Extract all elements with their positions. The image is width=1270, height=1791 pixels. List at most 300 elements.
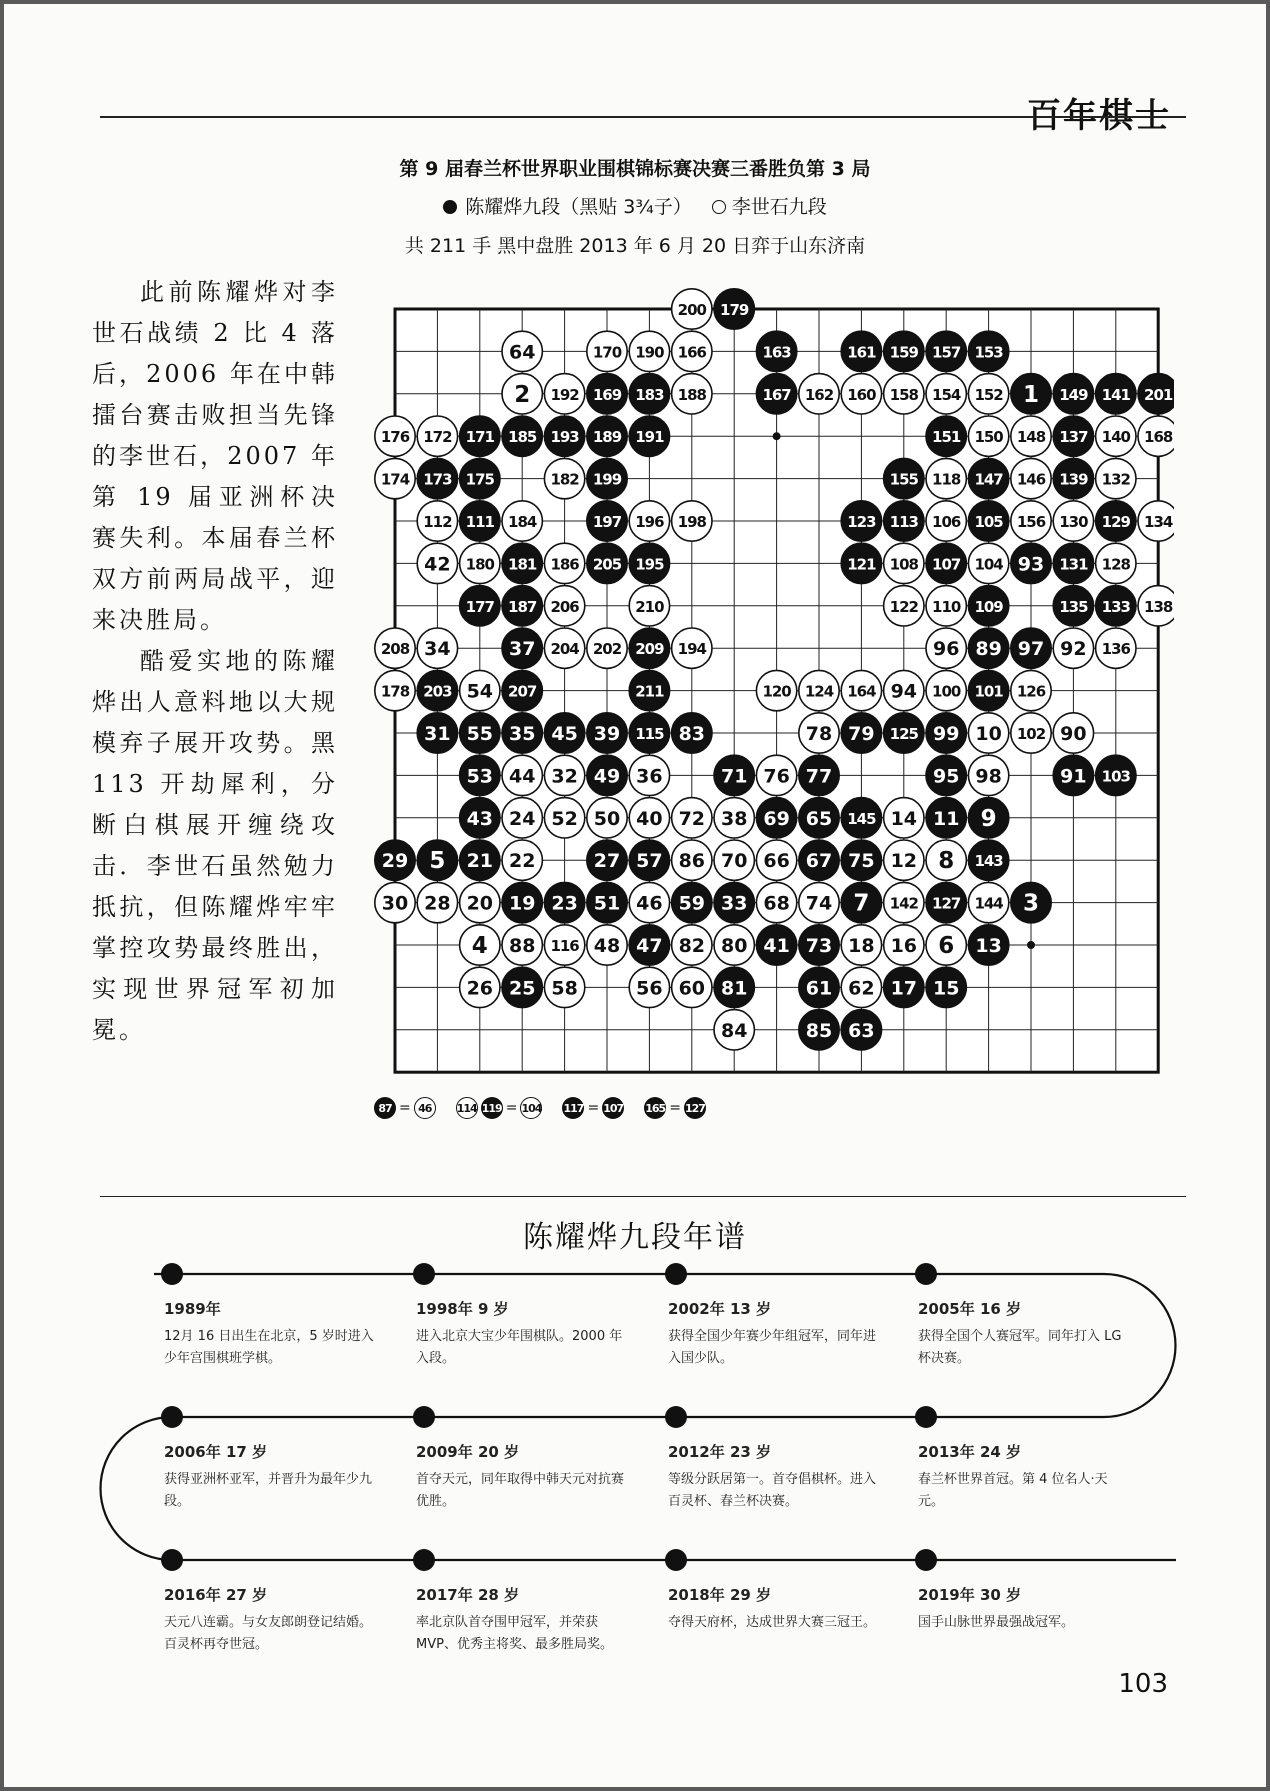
black-stone — [714, 755, 754, 795]
black-stone — [629, 628, 669, 668]
move-number: 111 — [465, 513, 494, 531]
timeline-entry — [164, 1298, 379, 1370]
white-stone: 114 — [456, 1097, 478, 1119]
black-stone — [714, 882, 754, 922]
black-stone — [968, 458, 1008, 498]
move-number: 189 — [592, 428, 622, 447]
timeline-year: 2013年 24 岁 — [918, 1443, 1022, 1461]
move-number: 141 — [1101, 385, 1130, 404]
white-stone — [926, 586, 966, 626]
timeline-dot — [161, 1406, 183, 1428]
move-number: 166 — [677, 343, 706, 362]
move-number: 188 — [677, 385, 706, 404]
white-stone — [544, 628, 584, 668]
move-number: 184 — [508, 513, 537, 531]
black-stone — [884, 713, 924, 753]
white-stone — [629, 586, 669, 626]
move-number: 26 — [466, 977, 494, 1000]
move-number: 202 — [592, 640, 622, 659]
black-stone — [884, 458, 924, 498]
black-stone — [417, 713, 457, 753]
white-stone — [926, 374, 966, 414]
white-stone-icon — [712, 200, 726, 214]
black-stone — [502, 586, 542, 626]
move-number: 186 — [550, 555, 579, 574]
black-stone — [544, 713, 584, 753]
white-stone — [926, 501, 966, 541]
move-number: 158 — [889, 385, 918, 404]
move-number: 157 — [932, 343, 961, 362]
black-stone — [968, 670, 1008, 710]
move-number: 173 — [423, 470, 452, 489]
black-stone — [629, 925, 669, 965]
move-number: 179 — [720, 301, 749, 319]
move-number: 25 — [508, 977, 536, 1000]
black-stone — [587, 840, 627, 880]
move-number: 208 — [380, 640, 410, 659]
move-number: 131 — [1059, 555, 1088, 574]
white-stone — [544, 755, 584, 795]
white-stone — [714, 925, 754, 965]
white-stone — [544, 374, 584, 414]
move-number: 205 — [592, 555, 622, 574]
white-stone — [417, 416, 457, 456]
white-stone — [417, 628, 457, 668]
move-number: 44 — [508, 765, 536, 788]
timeline-year: 2017年 28 岁 — [416, 1586, 520, 1604]
timeline-year: 1989年 — [164, 1300, 221, 1318]
move-number: 106 — [932, 513, 961, 531]
move-number: 35 — [508, 723, 536, 745]
black-stone — [968, 501, 1008, 541]
white-stone — [841, 967, 881, 1007]
move-number: 40 — [636, 807, 663, 830]
white-stone — [799, 670, 839, 710]
timeline-year: 2019年 30 岁 — [918, 1586, 1022, 1604]
timeline-entry — [164, 1584, 379, 1656]
white-stone — [502, 925, 542, 965]
move-number: 38 — [720, 807, 748, 830]
move-number: 144 — [974, 894, 1003, 913]
move-number: 96 — [932, 638, 960, 661]
move-number: 9 — [980, 805, 997, 832]
move-number: 176 — [380, 428, 410, 447]
black-stone — [1096, 755, 1136, 795]
white-stone — [417, 882, 457, 922]
black-stone — [1053, 586, 1093, 626]
move-number: 108 — [889, 555, 918, 574]
black-stone — [502, 967, 542, 1007]
move-number: 167 — [762, 385, 791, 404]
white-stone — [460, 670, 500, 710]
move-number: 75 — [848, 850, 875, 873]
move-number: 171 — [465, 428, 494, 447]
black-stone — [672, 713, 712, 753]
black-player: 陈耀烨九段（黑贴 3¾子） — [465, 196, 692, 218]
black-stone — [799, 925, 839, 965]
white-stone — [672, 840, 712, 880]
white-stone — [841, 374, 881, 414]
timeline-text: 天元八连霸。与女友郎朗登记结婚。百灵杯再夺世冠。 — [164, 1615, 373, 1652]
move-number: 139 — [1059, 470, 1088, 489]
move-number: 49 — [593, 765, 621, 788]
move-number: 73 — [805, 935, 833, 957]
move-number: 170 — [592, 343, 622, 362]
move-number: 145 — [847, 809, 876, 828]
move-number: 159 — [889, 343, 918, 362]
white-stone — [417, 501, 457, 541]
equals-sign: = — [587, 1100, 600, 1116]
section-rule — [100, 1196, 1186, 1197]
white-stone — [502, 501, 542, 541]
equals-sign: = — [399, 1100, 411, 1116]
move-number: 156 — [1016, 513, 1046, 531]
timeline-text: 12月 16 日出生在北京，5 岁时进入少年宫围棋班学棋。 — [164, 1329, 374, 1366]
black-stone — [629, 713, 669, 753]
black-stone — [1053, 458, 1093, 498]
move-number: 122 — [889, 597, 918, 616]
move-number: 29 — [381, 850, 409, 873]
black-stone — [968, 628, 1008, 668]
black-stone — [460, 586, 500, 626]
move-number: 183 — [635, 385, 664, 404]
timeline-entry — [918, 1298, 1133, 1370]
white-stone — [629, 501, 669, 541]
move-number: 138 — [1144, 597, 1173, 616]
move-number: 34 — [424, 638, 451, 661]
white-stone — [629, 967, 669, 1007]
move-number: 82 — [678, 935, 706, 957]
black-stone — [1011, 543, 1051, 583]
move-number: 182 — [550, 470, 579, 489]
move-number: 194 — [677, 640, 706, 659]
black-stone — [714, 289, 754, 329]
move-number: 196 — [635, 513, 664, 531]
black-stone — [926, 713, 966, 753]
article-paragraph: 酷爱实地的陈耀烨出人意料地以大规模弃子展开攻势。黑 113 开劫犀利，分断白棋展开缠绕攻击．李世石虽然勉力抵抗，但陈耀烨牢牢掌控攻势最终胜出，实现世界冠军初加冕。 — [92, 647, 338, 1044]
white-stone — [1011, 501, 1051, 541]
equals-sign: = — [505, 1100, 518, 1116]
black-stone — [1011, 882, 1051, 922]
move-number: 204 — [550, 640, 579, 659]
move-number: 123 — [847, 513, 876, 531]
timeline-year: 2006年 17 岁 — [164, 1443, 268, 1461]
white-stone — [1096, 458, 1136, 498]
move-number: 191 — [635, 428, 664, 447]
move-number: 146 — [1016, 470, 1046, 489]
move-number: 209 — [635, 640, 664, 659]
move-number: 66 — [763, 850, 790, 873]
white-stone — [1138, 586, 1174, 626]
white-stone — [544, 586, 584, 626]
move-number: 37 — [508, 638, 536, 661]
move-number: 109 — [974, 597, 1003, 616]
black-stone — [502, 416, 542, 456]
white-stone — [1138, 416, 1174, 456]
black-stone — [841, 501, 881, 541]
move-number: 86 — [678, 850, 706, 873]
move-number: 18 — [848, 935, 875, 957]
white-stone — [926, 628, 966, 668]
move-number: 63 — [848, 1019, 875, 1042]
white-stone — [968, 755, 1008, 795]
move-number: 149 — [1059, 385, 1088, 404]
black-stone — [799, 967, 839, 1007]
move-number: 22 — [508, 850, 536, 873]
move-number: 206 — [550, 597, 579, 616]
move-number: 89 — [975, 638, 1002, 661]
white-stone — [672, 501, 712, 541]
white-stone — [799, 374, 839, 414]
black-stone — [502, 543, 542, 583]
move-number: 190 — [635, 343, 664, 362]
black-stone — [799, 1010, 839, 1050]
move-number: 33 — [720, 892, 748, 915]
timeline-entry — [918, 1584, 1133, 1634]
white-stone — [375, 882, 415, 922]
move-number: 104 — [974, 555, 1003, 574]
timeline-entry — [668, 1441, 883, 1513]
move-number: 84 — [720, 1019, 748, 1042]
move-number: 64 — [508, 341, 536, 364]
white-stone — [629, 331, 669, 371]
white-stone — [544, 967, 584, 1007]
white-stone — [672, 967, 712, 1007]
black-stone — [460, 755, 500, 795]
timeline-dot — [161, 1263, 183, 1285]
move-number: 150 — [974, 428, 1003, 447]
book-page — [4, 4, 1266, 1787]
move-number: 32 — [551, 765, 578, 788]
black-stone — [841, 1010, 881, 1050]
move-number: 24 — [508, 807, 536, 830]
move-number: 71 — [720, 765, 748, 788]
move-number: 100 — [932, 682, 961, 701]
move-number: 45 — [551, 723, 578, 745]
white-stone — [884, 840, 924, 880]
article-paragraph: 此前陈耀烨对李世石战绩 2 比 4 落后，2006 年在中韩擂台赛击败担当先锋的李世石，2007 年第 19 届亚洲杯决赛失利。本届春兰杯双方前两局战平，迎来决胜局。 — [92, 278, 338, 634]
white-stone — [1011, 713, 1051, 753]
white-stone — [502, 840, 542, 880]
move-number: 13 — [975, 935, 1002, 957]
move-number: 41 — [763, 935, 790, 957]
move-number: 76 — [763, 765, 790, 788]
move-number: 112 — [423, 513, 452, 531]
move-number: 83 — [678, 723, 706, 745]
white-stone — [968, 374, 1008, 414]
move-number: 90 — [1060, 723, 1087, 745]
timeline-text: 获得全国个人赛冠军。同年打入 LG 杯决赛。 — [918, 1329, 1122, 1366]
timeline-year: 2002年 13 岁 — [668, 1300, 772, 1318]
move-number: 2 — [514, 381, 531, 408]
white-stone — [968, 713, 1008, 753]
timeline-year: 2012年 23 岁 — [668, 1443, 772, 1461]
move-number: 21 — [466, 850, 494, 873]
move-number: 70 — [720, 850, 748, 873]
black-stone — [926, 755, 966, 795]
white-stone — [672, 798, 712, 838]
move-number: 23 — [551, 892, 578, 915]
black-stone — [460, 840, 500, 880]
black-stone — [1011, 374, 1051, 414]
timeline-text: 获得全国少年赛少年组冠军，同年进入国少队。 — [668, 1329, 877, 1366]
move-number: 43 — [466, 807, 494, 830]
white-stone — [672, 925, 712, 965]
move-number: 161 — [847, 343, 876, 362]
move-number: 121 — [847, 555, 876, 574]
black-stone — [756, 925, 796, 965]
white-stone — [1096, 416, 1136, 456]
move-number: 31 — [424, 723, 451, 745]
page-number: 103 — [1118, 1669, 1168, 1699]
move-number: 39 — [593, 723, 621, 745]
move-number: 192 — [550, 385, 579, 404]
move-number: 19 — [508, 892, 536, 915]
black-stone — [968, 798, 1008, 838]
move-number: 20 — [466, 892, 494, 915]
black-stone — [587, 374, 627, 414]
timeline-entry — [416, 1584, 631, 1656]
move-number: 105 — [974, 513, 1003, 531]
move-number: 53 — [466, 765, 494, 788]
white-stone — [375, 670, 415, 710]
white-stone — [629, 755, 669, 795]
move-number: 54 — [466, 680, 494, 703]
black-stone — [841, 713, 881, 753]
white-stone — [884, 374, 924, 414]
black-stone — [629, 374, 669, 414]
game-result: 共 211 手 黑中盘胜 2013 年 6 月 20 日弈于山东济南 — [404, 235, 866, 257]
move-number: 17 — [890, 977, 918, 1000]
move-number: 69 — [763, 807, 790, 830]
black-stone — [756, 331, 796, 371]
move-number: 74 — [805, 892, 833, 915]
black-stone — [841, 543, 881, 583]
move-number: 56 — [636, 977, 663, 1000]
move-number: 79 — [848, 723, 875, 745]
move-number: 180 — [465, 555, 494, 574]
black-stone — [587, 458, 627, 498]
move-number: 178 — [380, 682, 410, 701]
timeline-year: 1998年 9 岁 — [416, 1300, 509, 1318]
black-stone — [968, 586, 1008, 626]
column-brand: 百年棋士 — [1027, 96, 1171, 136]
white-stone — [375, 458, 415, 498]
white-stone — [714, 840, 754, 880]
timeline-year: 2016年 27 岁 — [164, 1586, 268, 1604]
move-number: 11 — [932, 807, 960, 830]
black-stone — [587, 543, 627, 583]
white-stone — [884, 670, 924, 710]
white-player: 李世石九段 — [731, 196, 827, 218]
timeline-year: 2005年 16 岁 — [918, 1300, 1022, 1318]
move-number: 91 — [1060, 765, 1087, 788]
white-stone — [968, 882, 1008, 922]
move-number: 155 — [889, 470, 918, 489]
white-stone — [629, 882, 669, 922]
white-stone — [460, 925, 500, 965]
white-stone — [672, 331, 712, 371]
timeline-dot — [665, 1263, 687, 1285]
move-number: 187 — [508, 597, 537, 616]
move-number: 61 — [805, 977, 833, 1000]
black-stone — [968, 840, 1008, 880]
white-stone — [460, 967, 500, 1007]
black-stone — [799, 798, 839, 838]
move-number: 198 — [677, 513, 706, 531]
white-stone — [799, 713, 839, 753]
black-stone — [544, 882, 584, 922]
white-stone — [1138, 501, 1174, 541]
move-number: 4 — [471, 933, 488, 959]
black-stone — [672, 882, 712, 922]
move-number: 47 — [636, 935, 663, 957]
move-number: 62 — [848, 977, 875, 1000]
black-stone — [884, 331, 924, 371]
move-number: 162 — [804, 385, 834, 404]
move-number: 210 — [635, 597, 664, 616]
white-stone — [460, 543, 500, 583]
white-stone — [460, 882, 500, 922]
white-stone — [884, 586, 924, 626]
black-stone — [629, 840, 669, 880]
timeline-year: 2018年 29 岁 — [668, 1586, 772, 1604]
move-number: 199 — [592, 470, 622, 489]
move-number: 27 — [593, 850, 621, 873]
white-stone — [544, 543, 584, 583]
white-stone — [1053, 713, 1093, 753]
move-number: 10 — [975, 723, 1002, 745]
move-number: 15 — [932, 977, 960, 1000]
move-number: 101 — [974, 682, 1003, 701]
white-stone — [672, 628, 712, 668]
move-number: 195 — [635, 555, 664, 574]
article-text — [92, 272, 338, 1051]
move-number: 163 — [762, 343, 791, 362]
black-stone — [926, 543, 966, 583]
white-stone — [841, 670, 881, 710]
timeline-text: 等级分跃居第一。首夺倡棋杯。进入百灵杯、春兰杯决赛。 — [668, 1472, 877, 1509]
white-stone — [502, 374, 542, 414]
black-stone — [460, 416, 500, 456]
game-title: 第 9 届春兰杯世界职业围棋锦标赛决赛三番胜负第 3 局 — [399, 158, 871, 180]
white-stone — [841, 925, 881, 965]
white-stone — [587, 628, 627, 668]
move-number: 120 — [762, 682, 791, 701]
black-stone: 87 — [374, 1097, 396, 1119]
move-number: 92 — [1060, 638, 1087, 661]
move-number: 78 — [805, 723, 833, 745]
timeline-title: 陈耀烨九段年谱 — [523, 1220, 747, 1255]
move-number: 168 — [1144, 428, 1173, 447]
star-point — [1027, 941, 1035, 949]
black-stone-icon — [443, 200, 457, 214]
move-number: 201 — [1144, 385, 1173, 404]
timeline-dot — [915, 1406, 937, 1428]
black-stone — [629, 543, 669, 583]
black-stone — [629, 416, 669, 456]
black-stone — [417, 458, 457, 498]
move-number: 6 — [938, 933, 955, 959]
move-number: 200 — [677, 301, 706, 319]
move-number: 174 — [380, 470, 410, 489]
white-stone — [672, 374, 712, 414]
move-number: 57 — [636, 850, 663, 873]
black-stone — [587, 416, 627, 456]
timeline-text: 率北京队首夺围甲冠军，并荣获 MVP、优秀主将奖、最多胜局奖。 — [416, 1615, 613, 1652]
black-stone — [502, 628, 542, 668]
move-number: 113 — [889, 513, 918, 531]
